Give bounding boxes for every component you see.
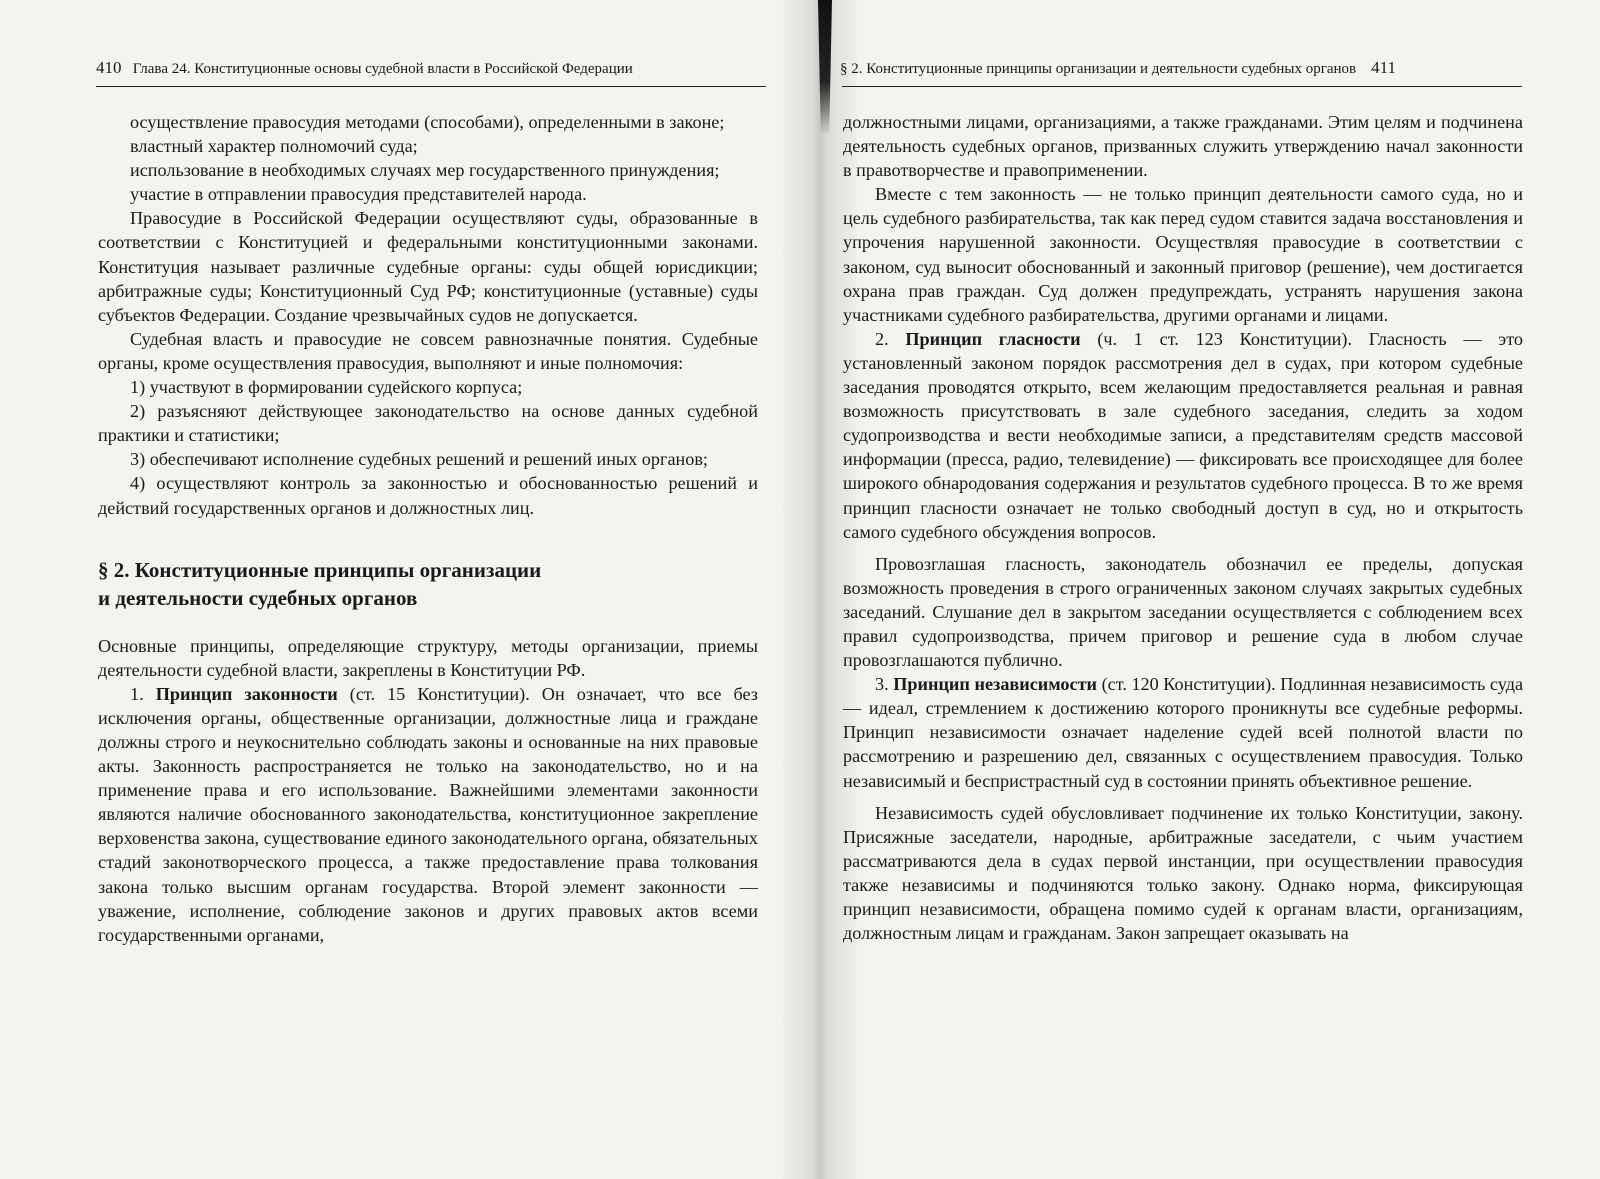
paragraph: осуществление правосудия методами (способами), определенными в законе;	[130, 112, 725, 132]
left-header-title: Глава 24. Конституционные основы судебной власти в Российской Федерации	[132, 61, 633, 77]
left-body	[98, 110, 758, 947]
principle-1	[98, 682, 758, 947]
section-heading	[98, 556, 758, 612]
right-running-header	[840, 58, 1522, 78]
principle-3-text: (ст. 120 Конституции). Подлинная независимость суда — идеал, стремлением к достижению которого проникнуты все судебные реформы. Принцип независимости означает наделение судей всей полнотой власти по рассмотрению и разрешению дел, связанных с осуществлением правосудия. Только независимый и беспристрастный суд в состоянии принять объективное решение.	[843, 674, 1524, 791]
left-page-number: 410	[96, 58, 122, 77]
principle-2-number: 2.	[875, 328, 889, 349]
principle-1-number: 1.	[130, 683, 144, 704]
right-page-number: 411	[1371, 58, 1396, 77]
principle-3-number: 3.	[875, 674, 889, 695]
paragraph: Правосудие в Российской Федерации осуществляют суды, образованные в соответствии с Конституцией и федеральными конституционными законами. Конституция называет различные судебные органы: суды общей юрисдикции; арбитражные суды; Конституционный Суд РФ; конституционные (уставные) суды субъектов Федерации. Создание чрезвычайных судов не допускается.	[98, 208, 758, 325]
section-heading-line1: § 2. Конституционные принципы организации	[98, 557, 542, 582]
list-item: 3) обеспечивают исполнение судебных решений и решений иных органов;	[130, 449, 708, 470]
principle-2-title: Принцип гласности	[905, 328, 1081, 349]
principle-3	[843, 672, 1523, 792]
right-page	[840, 0, 1600, 1179]
paragraph: Судебная власть и правосудие не совсем равнозначные понятия. Судебные органы, кроме осуществления правосудия, выполняют и иные полномочия:	[98, 328, 758, 373]
right-header-rule	[842, 86, 1522, 87]
section-heading-line2: и деятельности судебных органов	[98, 585, 418, 610]
paragraph: Вместе с тем законность — не только принцип деятельности самого суда, но и цель судебного разбирательства, так как перед судом ставится задача восстановления и упрочения нарушенной законности. Осуществляя правосудие в соответствии с законом, суд выносит обоснованный и законный приговор (решение), чем достигается охрана прав граждан. Суд должен предупреждать, устранять нарушения закона участниками судебного разбирательства, другими органами и лицами.	[843, 184, 1523, 325]
list-item: 4) осуществляют контроль за законностью и обоснованностью решений и действий государственных органов и должностных лиц.	[98, 473, 758, 518]
section-intro: Основные принципы, определяющие структуру, методы организации, приемы деятельности судебной власти, закреплены в Конституции РФ.	[98, 635, 758, 680]
paragraph: должностными лицами, организациями, а также гражданами. Этим целям и подчинена деятельность судебных органов, призванных служить утверждению начал законности в правотворчестве и правоприменении.	[843, 112, 1523, 181]
right-body	[843, 110, 1523, 945]
left-running-header	[96, 58, 766, 78]
paragraph: Провозглашая гласность, законодатель обозначил ее пределы, допуская возможность проведения в строго ограниченных законом случаях закрытых судебных заседаний. Слушание дел в закрытом заседании осуществляется с соблюдением всех правил судопроизводства, причем приговор и решение суда в любом случае провозглашаются публично.	[843, 553, 1523, 671]
paragraph: Независимость судей обусловливает подчинение их только Конституции, закону. Присяжные заседатели, народные, арбитражные заседатели, с чьим участием рассматриваются дела в судах первой инстанции, при осуществлении правосудия также независимы и подчиняются только закону. Однако норма, фиксирующая принцип независимости, обращена помимо судей к органам власти, организациям, должностным лицам и гражданам. Закон запрещает оказывать на	[843, 802, 1523, 944]
list-item: 1) участвуют в формировании судейского корпуса;	[130, 377, 523, 398]
paragraph: властный характер полномочий суда;	[130, 136, 418, 157]
right-header-title: § 2. Конституционные принципы организации и деятельности судебных органов	[840, 61, 1357, 77]
principle-2	[843, 327, 1523, 544]
paragraph: участие в отправлении правосудия представителей народа.	[130, 184, 587, 205]
left-header-rule	[96, 86, 766, 87]
left-page	[0, 0, 790, 1179]
principle-1-title: Принцип законности	[155, 683, 338, 704]
principle-3-title: Принцип независимости	[893, 674, 1098, 695]
principle-2-text: (ч. 1 ст. 123 Конституции). Гласность — это установленный законом порядок рассмотрения дел в судах, при котором судебные заседания проводятся открыто, всем желающим предоставляется реальная и равная возможность присутствовать в зале судебного заседания, следить за ходом судопроизводства и вести необходимые записи, а представителям средств массовой информации (пресса, радио, телевидение) — фиксировать все происходящее для более широкого обнародования содержания и результатов судебного процесса. В то же время принцип гласности означает не только свободный доступ в суд, но и открытость самого судебного обсуждения вопросов.	[843, 328, 1524, 542]
paragraph: использование в необходимых случаях мер государственного принуждения;	[130, 160, 720, 181]
principle-1-text: (ст. 15 Конституции). Он означает, что все без исключения органы, общественные организации, должностные лица и граждане должны строго и неукоснительно соблюдать законы и основанные на них правовые акты. Законность распространяется не только на законодательство, но и на применение права и его использование. Важнейшими элементами законности являются наличие обоснованного законодательства, конституционное закрепление верховенства закона, существование единого законодательного органа, обязательных стадий законотворческого процесса, а также предоставление права толкования закона только высшим органам государства. Второй элемент законности — уважение, исполнение, соблюдение законов и других правовых актов всеми государственными органами,	[98, 683, 758, 945]
list-item: 2) разъясняют действующее законодательство на основе данных судебной практики и статистики;	[98, 401, 758, 446]
